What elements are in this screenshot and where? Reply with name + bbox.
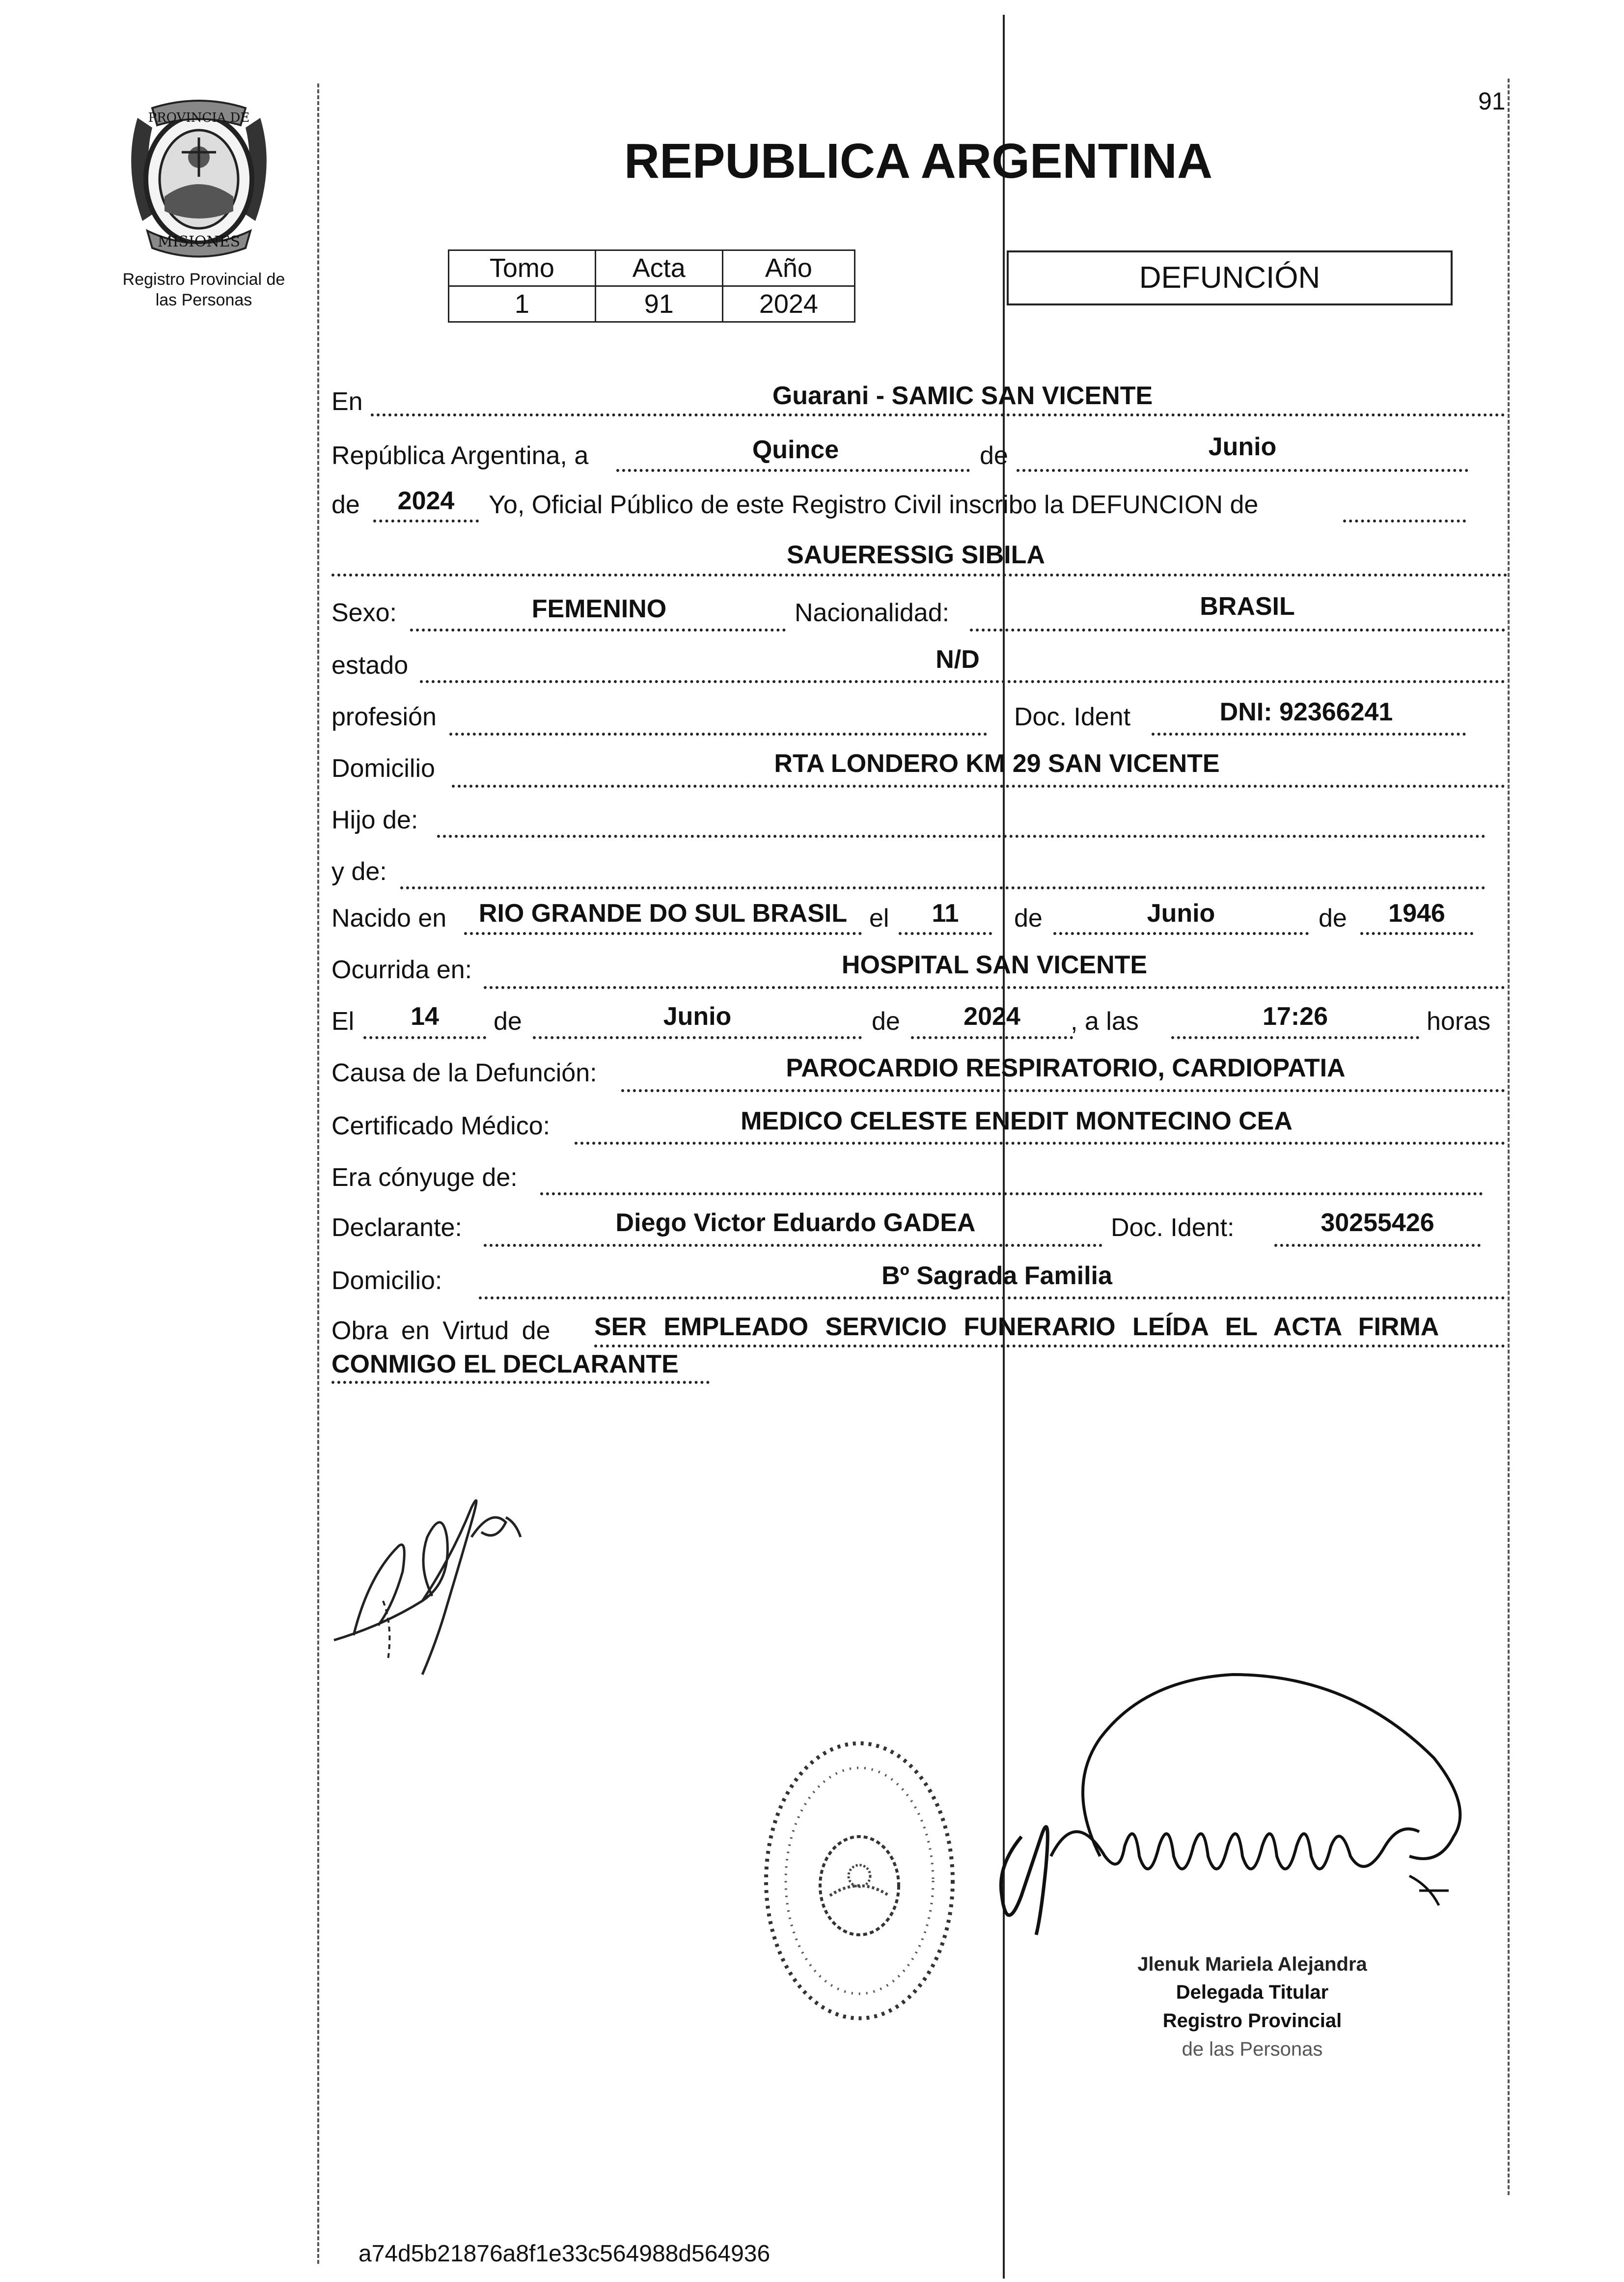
header-tomo: Tomo (449, 250, 596, 286)
official-office-line1: Registro Provincial (1162, 2010, 1342, 2032)
causa-value: PAROCARDIO RESPIRATORIO, CARDIOPATIA (786, 1054, 1346, 1082)
month-de-label: de (980, 441, 1008, 470)
alas-label: , a las (1071, 1007, 1139, 1036)
y-de-label: y de: (331, 857, 387, 886)
official-signature (977, 1660, 1478, 1974)
header-acta: Acta (595, 250, 722, 286)
day-words-line (616, 469, 970, 472)
registry-name-line2: las Personas (155, 291, 252, 309)
doc-ident-label: Doc. Ident (1014, 703, 1131, 731)
death-time-line (1171, 1036, 1419, 1039)
birth-de1-label: de (1014, 904, 1043, 933)
nacido-label: Nacido en (331, 904, 447, 933)
domicilio-line (452, 785, 1505, 788)
official-title: Delegada Titular (1176, 1981, 1329, 2003)
birth-day-value: 11 (932, 899, 959, 928)
en-label: En (331, 387, 363, 416)
death-de2-label: de (872, 1007, 900, 1036)
death-month-line (533, 1036, 862, 1039)
registry-name-line1: Registro Provincial de (122, 270, 285, 289)
profesion-line (449, 733, 987, 736)
header-anio: Año (722, 250, 854, 286)
hijo-label: Hijo de: (331, 806, 418, 834)
estado-value: N/D (936, 645, 980, 674)
conyuge-label: Era cónyuge de: (331, 1163, 518, 1192)
deceased-name-line (331, 574, 1508, 577)
sexo-line (410, 629, 786, 632)
estado-line (420, 680, 1505, 683)
birth-day-line (899, 932, 992, 935)
svg-text:MISIONES: MISIONES (157, 233, 241, 250)
death-de1-label: de (494, 1007, 522, 1036)
causa-line (621, 1089, 1505, 1092)
declarante-doc-line (1274, 1244, 1481, 1247)
obra-value-line2: CONMIGO EL DECLARANTE (331, 1350, 679, 1378)
certificado-value: MEDICO CELESTE ENEDIT MONTECINO CEA (741, 1107, 1293, 1135)
y-de-line (400, 886, 1486, 889)
deceased-name: SAUERESSIG SIBILA (787, 541, 1045, 569)
certificado-line (575, 1142, 1505, 1145)
declarant-signature (324, 1478, 570, 1684)
causa-label: Causa de la Defunción: (331, 1059, 597, 1087)
ocurrida-line (484, 986, 1505, 989)
declarante-value: Diego Victor Eduardo GADEA (615, 1209, 976, 1237)
oficial-text: Yo, Oficial Público de este Registro Civil inscribo la DEFUNCION de (489, 491, 1259, 519)
certificado-label: Certificado Médico: (331, 1112, 551, 1140)
year-value: 2024 (397, 487, 455, 515)
estado-label: estado (331, 651, 409, 680)
ocurrida-label: Ocurrida en: (331, 956, 472, 984)
domicilio2-label: Domicilio: (331, 1266, 442, 1295)
nacionalidad-value: BRASIL (1200, 592, 1295, 621)
en-line (371, 413, 1505, 416)
doc-ident-line (1152, 733, 1466, 736)
document-hash: a74d5b21876a8f1e33c564988d564936 (358, 2241, 771, 2267)
declarante-doc-value: 30255426 (1321, 1209, 1434, 1237)
domicilio-value: RTA LONDERO KM 29 SAN VICENTE (774, 749, 1220, 778)
domicilio-label: Domicilio (331, 754, 435, 783)
month-value: Junio (1208, 433, 1277, 461)
value-tomo: 1 (449, 286, 596, 322)
province-emblem (118, 98, 280, 260)
birth-month-value: Junio (1147, 899, 1215, 928)
table-value-row (449, 286, 855, 322)
death-year-line (911, 1036, 1073, 1039)
value-anio: 2024 (722, 286, 854, 322)
page-number: 91 (1478, 87, 1506, 115)
domicilio2-line (479, 1296, 1505, 1299)
death-el-label: El (331, 1007, 355, 1036)
obra-label: Obra en Virtud de (331, 1317, 551, 1345)
nacido-line (464, 932, 862, 935)
death-time-value: 17:26 (1263, 1002, 1328, 1031)
republica-label: República Argentina, a (331, 441, 589, 470)
birth-year-value: 1946 (1388, 899, 1445, 928)
death-month-value: Junio (663, 1002, 732, 1031)
table-header-row (449, 250, 855, 286)
horas-label: horas (1427, 1007, 1491, 1036)
value-acta: 91 (595, 286, 722, 322)
oficial-trailing-line (1343, 520, 1466, 522)
nacionalidad-line (970, 629, 1505, 632)
sexo-value: FEMENINO (531, 595, 667, 623)
sexo-label: Sexo: (331, 599, 397, 627)
registry-table (448, 249, 855, 323)
conyuge-line (540, 1192, 1483, 1195)
domicilio2-value: Bº Sagrada Familia (881, 1262, 1112, 1290)
birth-de2-label: de (1319, 904, 1347, 933)
official-name: Jlenuk Mariela Alejandra (1137, 1953, 1367, 1975)
profesion-label: profesión (331, 703, 437, 731)
obra-value-line1: SER EMPLEADO SERVICIO FUNERARIO LEÍDA EL ACTA FIRMA (594, 1313, 1439, 1341)
month-line (1017, 469, 1468, 472)
declarante-label: Declarante: (331, 1213, 462, 1242)
left-margin-edge (317, 83, 319, 2264)
death-year-value: 2024 (963, 1002, 1020, 1031)
record-type-box: DEFUNCIÓN (1007, 250, 1453, 305)
document-title: REPUBLICA ARGENTINA (624, 134, 1213, 189)
death-day-value: 14 (411, 1002, 439, 1031)
death-day-line (363, 1036, 486, 1039)
birth-el-label: el (869, 904, 889, 933)
nacionalidad-label: Nacionalidad: (795, 599, 950, 627)
doc-ident-value: DNI: 92366241 (1219, 698, 1393, 726)
hijo-line (437, 835, 1486, 838)
obra-line1 (594, 1345, 1505, 1347)
en-value: Guarani - SAMIC SAN VICENTE (772, 382, 1153, 410)
official-office-line2: de las Personas (1182, 2038, 1323, 2060)
day-words-value: Quince (752, 436, 839, 464)
birth-year-line (1360, 932, 1473, 935)
declarante-line (484, 1244, 1102, 1247)
svg-text:PROVINCIA DE: PROVINCIA DE (148, 110, 250, 125)
year-de-label: de (331, 491, 360, 519)
year-line (373, 520, 479, 522)
official-stamp (751, 1729, 967, 2033)
right-margin-edge (1508, 79, 1510, 2195)
obra-line2 (331, 1381, 710, 1384)
ocurrida-value: HOSPITAL SAN VICENTE (841, 951, 1148, 979)
birth-month-line (1053, 932, 1309, 935)
nacido-value: RIO GRANDE DO SUL BRASIL (478, 899, 848, 928)
declarante-doc-label: Doc. Ident: (1111, 1213, 1235, 1242)
